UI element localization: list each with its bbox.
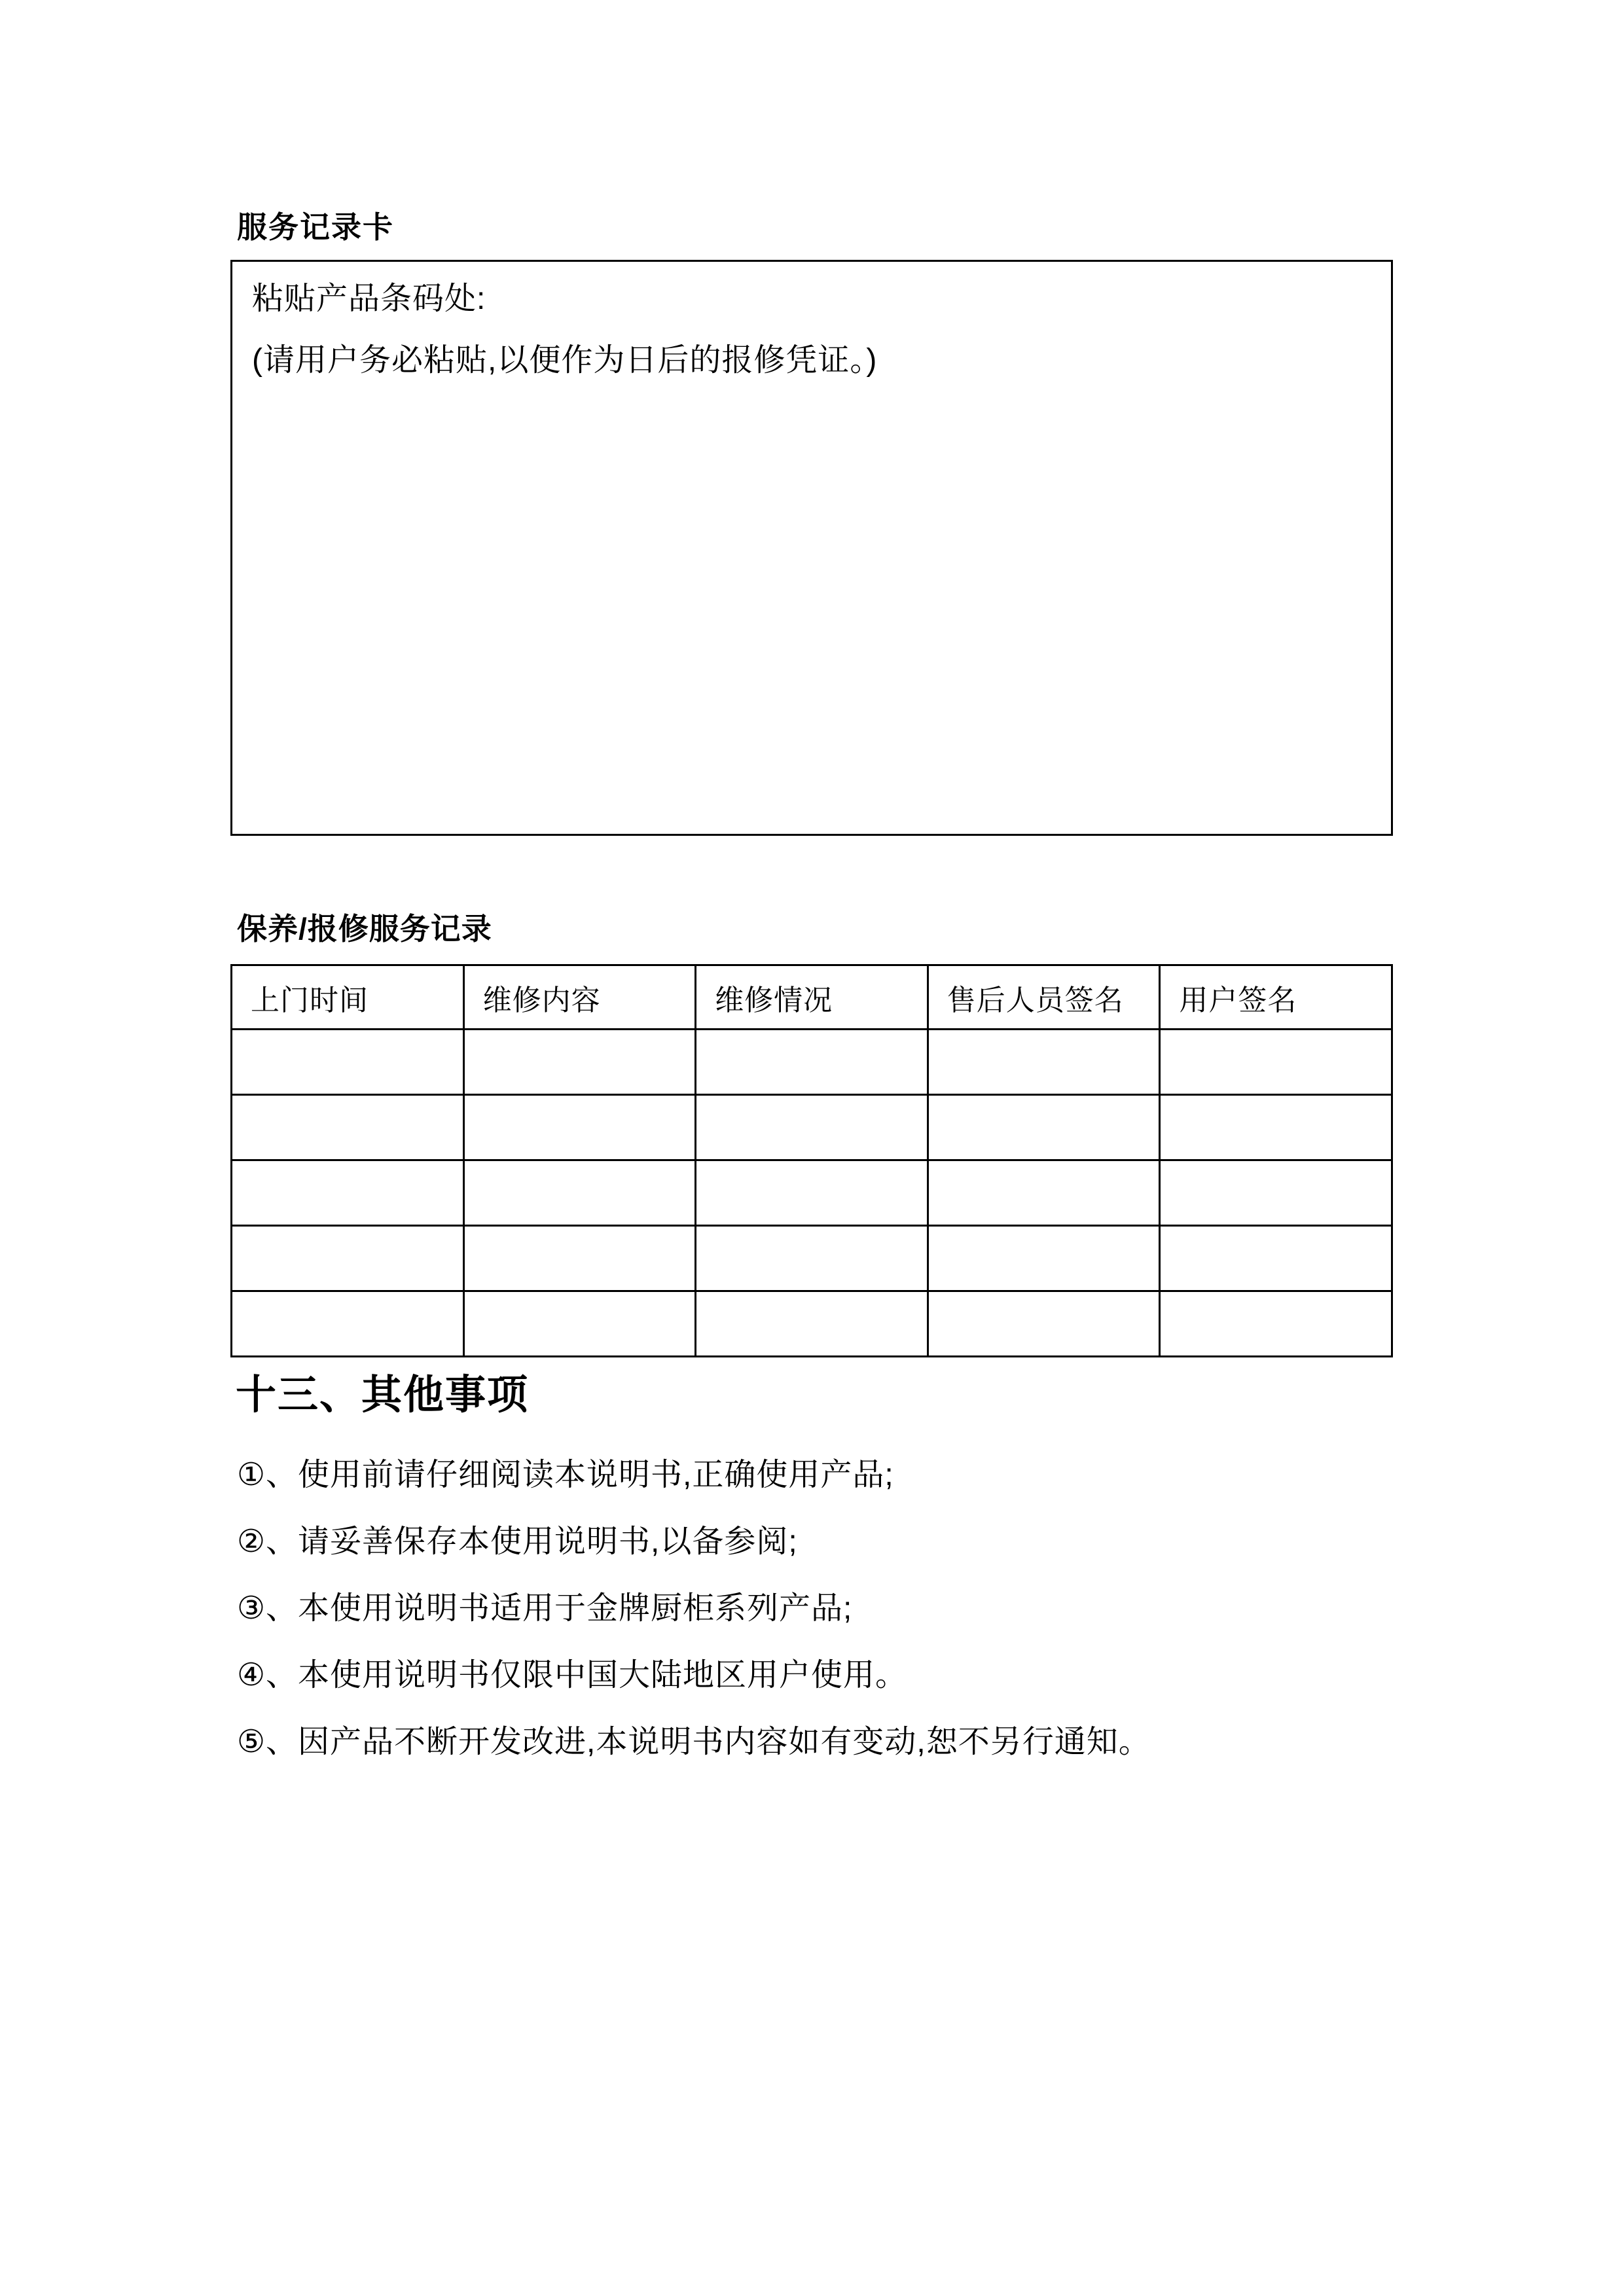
table-cell (232, 1226, 464, 1291)
table-row (232, 1095, 1392, 1160)
table-cell (1160, 1226, 1392, 1291)
table-cell (232, 1160, 464, 1226)
table-cell (463, 1030, 696, 1095)
column-header-user-signature: 用户签名 (1160, 965, 1392, 1030)
table-row (232, 1291, 1392, 1357)
list-item: ②、请妥善保存本使用说明书,以备参阅; (237, 1524, 798, 1559)
table-cell (463, 1226, 696, 1291)
barcode-box-note: (请用户务必粘贴,以便作为日后的报修凭证。) (252, 343, 878, 378)
barcode-box-label: 粘贴产品条码处: (252, 281, 486, 316)
table-cell (696, 1095, 928, 1160)
service-table-header (232, 965, 1392, 1030)
table-cell (232, 1030, 464, 1095)
table-cell (232, 1291, 464, 1357)
table-row (232, 1226, 1392, 1291)
table-cell (696, 1160, 928, 1226)
service-table-body (232, 1030, 1392, 1357)
table-cell (463, 1291, 696, 1357)
table-header-row (232, 965, 1392, 1030)
table-cell (1160, 1030, 1392, 1095)
table-cell (928, 1160, 1160, 1226)
service-card-title: 服务记录卡 (237, 210, 394, 244)
column-header-repair-content: 维修内容 (463, 965, 696, 1030)
table-cell (1160, 1160, 1392, 1226)
table-cell (928, 1226, 1160, 1291)
column-header-staff-signature: 售后人员签名 (928, 965, 1160, 1030)
table-cell (928, 1291, 1160, 1357)
list-item: ⑤、因产品不断开发改进,本说明书内容如有变动,恕不另行通知。 (237, 1725, 1151, 1759)
list-item: ④、本使用说明书仅限中国大陆地区用户使用。 (237, 1658, 908, 1693)
table-cell (1160, 1291, 1392, 1357)
table-cell (928, 1030, 1160, 1095)
table-cell (696, 1291, 928, 1357)
table-cell (1160, 1095, 1392, 1160)
column-header-repair-status: 维修情况 (696, 965, 928, 1030)
table-cell (463, 1160, 696, 1226)
table-cell (696, 1226, 928, 1291)
other-matters-heading: 十三、其他事项 (236, 1372, 530, 1418)
table-cell (928, 1095, 1160, 1160)
list-item: ③、本使用说明书适用于金牌厨柜系列产品; (237, 1591, 853, 1626)
table-cell (232, 1095, 464, 1160)
table-cell (696, 1030, 928, 1095)
column-header-visit-time: 上门时间 (232, 965, 464, 1030)
barcode-paste-box (230, 260, 1393, 836)
table-cell (463, 1095, 696, 1160)
list-item: ①、使用前请仔细阅读本说明书,正确使用产品; (237, 1458, 894, 1492)
other-matters-list (237, 1456, 1481, 1789)
table-row (232, 1160, 1392, 1226)
service-record-title: 保养/报修服务记录 (237, 912, 492, 946)
service-record-table (230, 964, 1393, 1357)
table-row (232, 1030, 1392, 1095)
